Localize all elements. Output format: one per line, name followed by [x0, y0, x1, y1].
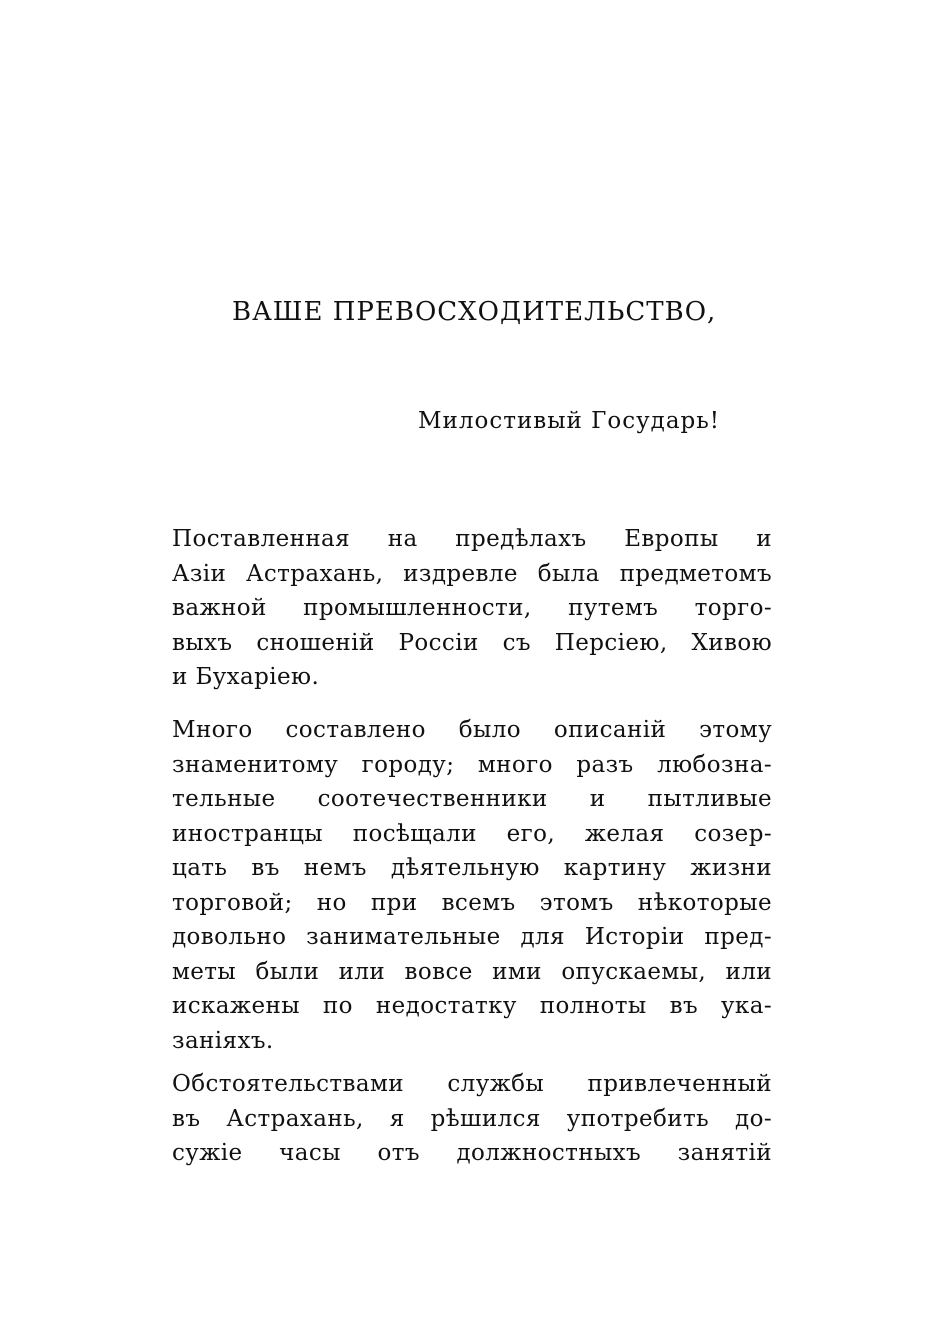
text-line: заніяхъ. [172, 1027, 274, 1054]
text-line: въ Астрахань, я рѣшился употребить до- [172, 1105, 772, 1132]
text-line: и Бухаріею. [172, 664, 320, 690]
text-line: тельные соотечественники и пытливые [172, 786, 772, 812]
text-line: иностранцы посѣщали его, желая созер- [172, 820, 772, 847]
text-line: Много составлено было описаній этому [172, 717, 772, 743]
text-line: знаменитому городу; много разъ любозна- [172, 751, 772, 778]
text-line: выхъ сношеній Россіи съ Персіею, Хивою [172, 629, 772, 656]
dedication-heading: ВАШЕ ПРЕВОСХОДИТЕЛЬСТВО, [232, 297, 717, 327]
text-line: важной промышленности, путемъ торго- [172, 595, 772, 621]
text-line: меты были или вовсе ими опускаемы, или [172, 958, 772, 985]
salutation: Милостивый Государь! [418, 408, 721, 434]
text-line: искажены по недостатку полноты въ ука- [172, 993, 772, 1019]
paragraph-3 [172, 1067, 772, 1171]
paragraph-2 [172, 713, 772, 1058]
paragraph-1 [172, 522, 772, 695]
text-line: Азіи Астрахань, издревле была предметомъ [172, 560, 772, 587]
text-line: Обстоятельствами службы привлеченный [172, 1071, 772, 1097]
text-line: сужіе часы отъ должностныхъ занятій [172, 1140, 772, 1166]
text-line: торговой; но при всемъ этомъ нѣкоторые [172, 889, 772, 916]
text-line: цать въ немъ дѣятельную картину жизни [172, 855, 772, 881]
text-line: Поставленная на предѣлахъ Европы и [172, 526, 772, 552]
text-line: довольно занимательные для Исторіи пред- [172, 924, 772, 950]
